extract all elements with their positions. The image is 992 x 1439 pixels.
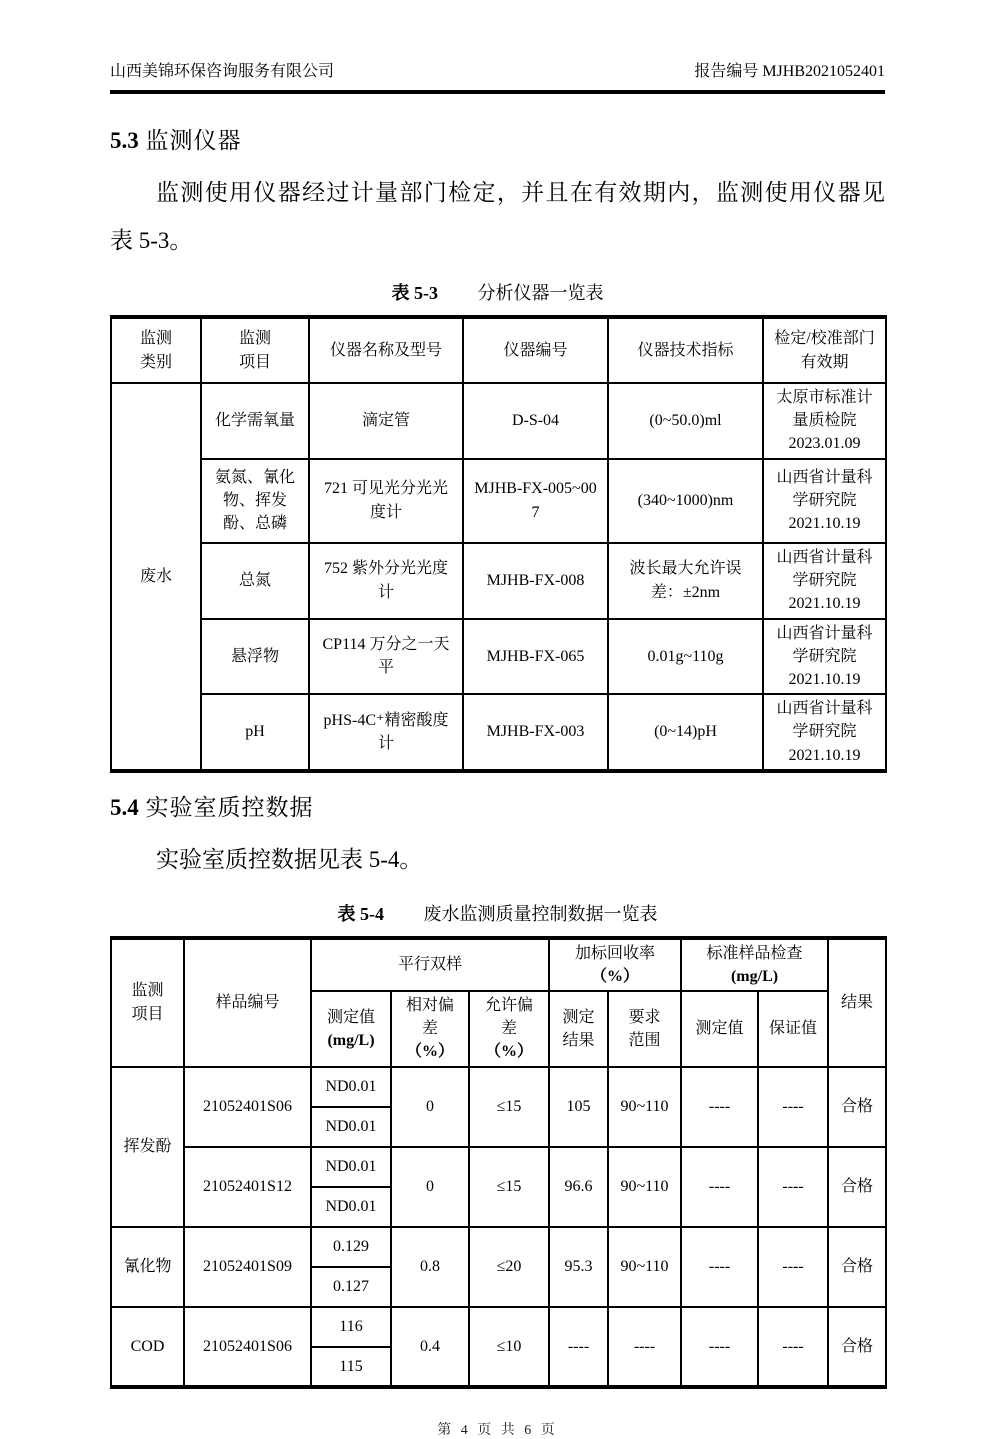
cell-allowed-deviation: ≤20 [469, 1227, 549, 1307]
cell-allowed-deviation: ≤15 [469, 1067, 549, 1147]
section-5-4-paragraph [110, 836, 885, 884]
cell-item: 总氮 [201, 543, 309, 619]
section-5-3-paragraph [110, 169, 885, 265]
cell-relative-deviation: 0.8 [391, 1227, 469, 1307]
paragraph-line: 实验室质控数据见表 5-4。 [156, 846, 423, 872]
header-result: 结果 [828, 938, 886, 1067]
cell-std-measured: ---- [681, 1067, 758, 1147]
table-5-4-caption-title: 废水监测质量控制数据一览表 [423, 903, 658, 924]
cell-dept: 山西省计量科学研究院 2021.10.19 [763, 459, 886, 543]
cell-std-certified: ---- [758, 1307, 828, 1387]
cell-item: 化学需氧量 [201, 383, 309, 459]
cell-sample-id: 21052401S09 [184, 1227, 311, 1307]
section-5-4-title: 实验室质控数据 [145, 794, 314, 820]
cell-sample-id: 21052401S06 [184, 1307, 311, 1387]
table-row [111, 543, 886, 619]
cell-std-certified: ---- [758, 1147, 828, 1227]
cell-sample-id: 21052401S12 [184, 1147, 311, 1227]
cell-dept: 山西省计量科学研究院 2021.10.19 [763, 694, 886, 771]
header-monitor-item: 监测 项目 [111, 938, 184, 1067]
cell-category: 废水 [111, 383, 201, 771]
cell-relative-deviation: 0 [391, 1067, 469, 1147]
header-instrument-spec: 仪器技术指标 [608, 317, 763, 383]
cell-instrument: 滴定管 [309, 383, 463, 459]
table-row [111, 1227, 886, 1267]
cell-relative-deviation: 0 [391, 1147, 469, 1227]
subheader-std-measured: 测定值 [681, 991, 758, 1067]
cell-std-measured: ---- [681, 1307, 758, 1387]
cell-measured-2: 115 [311, 1347, 391, 1387]
cell-spec: (0~14)pH [608, 694, 763, 771]
cell-std-certified: ---- [758, 1227, 828, 1307]
cell-dept: 山西省计量科学研究院 2021.10.19 [763, 619, 886, 695]
cell-measured-1: 0.129 [311, 1227, 391, 1267]
page-number: 第 4 页 共 6 页 [437, 1422, 558, 1438]
cell-code: MJHB-FX-008 [463, 543, 608, 619]
cell-sample-id: 21052401S06 [184, 1067, 311, 1147]
section-5-3-heading [110, 122, 885, 155]
cell-code: D-S-04 [463, 383, 608, 459]
cell-relative-deviation: 0.4 [391, 1307, 469, 1387]
cell-dept: 太原市标准计量质检院 2023.01.09 [763, 383, 886, 459]
cell-measured-1: 116 [311, 1307, 391, 1347]
table-row [111, 1147, 886, 1187]
cell-required-range: 90~110 [608, 1147, 681, 1227]
header-monitor-item: 监测 项目 [201, 317, 309, 383]
cell-item: 氨氮、氰化物、挥发酚、总磷 [201, 459, 309, 543]
cell-dept: 山西省计量科学研究院 2021.10.19 [763, 543, 886, 619]
cell-measured-2: 0.127 [311, 1267, 391, 1307]
header-spike-recovery: 加标回收率 （%） [549, 938, 681, 991]
cell-allowed-deviation: ≤15 [469, 1147, 549, 1227]
table-row [111, 694, 886, 771]
table-header-row [111, 317, 886, 383]
header-standard-sample-check: 标准样品检查 (mg/L) [681, 938, 828, 991]
cell-spike-result: 96.6 [549, 1147, 608, 1227]
report-number: 报告编号 MJHB2021052401 [694, 63, 885, 80]
cell-code: MJHB-FX-003 [463, 694, 608, 771]
table-5-3-caption-number: 表 5-3 [391, 283, 438, 303]
cell-spec: 波长最大允许误差：±2nm [608, 543, 763, 619]
table-header-row [111, 938, 886, 991]
subheader-measured-value: 测定值 (mg/L) [311, 991, 391, 1067]
cell-spec: (0~50.0)ml [608, 383, 763, 459]
cell-required-range: 90~110 [608, 1227, 681, 1307]
cell-std-measured: ---- [681, 1227, 758, 1307]
paragraph-line: 监测使用仪器经过计量部门检定，并且在有效期内，监测使用仪器见 [156, 180, 885, 205]
section-5-3-title: 监测仪器 [145, 128, 242, 153]
cell-result: 合格 [828, 1227, 886, 1307]
cell-std-measured: ---- [681, 1147, 758, 1227]
table-5-4-caption [110, 900, 885, 926]
header-parallel-duplicate: 平行双样 [311, 938, 549, 991]
cell-parameter: 氰化物 [111, 1227, 184, 1307]
subheader-spike-measured: 测定 结果 [549, 991, 608, 1067]
cell-required-range: 90~110 [608, 1067, 681, 1147]
cell-instrument: 752 紫外分光光度计 [309, 543, 463, 619]
cell-std-certified: ---- [758, 1067, 828, 1147]
table-5-3-caption [110, 279, 885, 305]
cell-item: pH [201, 694, 309, 771]
table-row [111, 459, 886, 543]
cell-spec: (340~1000)nm [608, 459, 763, 543]
header-instrument-name: 仪器名称及型号 [309, 317, 463, 383]
table-5-4-caption-number: 表 5-4 [337, 903, 384, 924]
table-row [111, 619, 886, 695]
cell-item: 悬浮物 [201, 619, 309, 695]
subheader-std-certified: 保证值 [758, 991, 828, 1067]
instrument-table [110, 315, 887, 773]
cell-spike-result: ---- [549, 1307, 608, 1387]
section-5-4-number: 5.4 [110, 794, 139, 820]
cell-instrument: CP114 万分之一天平 [309, 619, 463, 695]
header-monitor-category: 监测 类别 [111, 317, 201, 383]
cell-result: 合格 [828, 1147, 886, 1227]
cell-parameter: 挥发酚 [111, 1067, 184, 1227]
section-5-4-heading [110, 789, 885, 822]
table-5-3-caption-title: 分析仪器一览表 [477, 283, 604, 303]
page-header [110, 58, 885, 94]
section-5-3-number: 5.3 [110, 128, 139, 153]
cell-result: 合格 [828, 1067, 886, 1147]
cell-instrument: pHS-4C⁺精密酸度计 [309, 694, 463, 771]
cell-spike-result: 95.3 [549, 1227, 608, 1307]
paragraph-line: 表 5-3。 [110, 228, 193, 253]
cell-spec: 0.01g~110g [608, 619, 763, 695]
table-row [111, 1067, 886, 1107]
cell-measured-2: ND0.01 [311, 1187, 391, 1227]
cell-code: MJHB-FX-065 [463, 619, 608, 695]
cell-measured-1: ND0.01 [311, 1147, 391, 1187]
header-verify-dept: 检定/校准部门有效期 [763, 317, 886, 383]
subheader-allowed-deviation: 允许偏 差（%） [469, 991, 549, 1067]
subheader-required-range: 要求 范围 [608, 991, 681, 1067]
cell-code: MJHB-FX-005~007 [463, 459, 608, 543]
cell-spike-result: 105 [549, 1067, 608, 1147]
header-sample-id: 样品编号 [184, 938, 311, 1067]
company-name: 山西美锦环保咨询服务有限公司 [110, 63, 335, 80]
cell-result: 合格 [828, 1307, 886, 1387]
cell-instrument: 721 可见光分光光度计 [309, 459, 463, 543]
cell-required-range: ---- [608, 1307, 681, 1387]
cell-parameter: COD [111, 1307, 184, 1387]
cell-measured-2: ND0.01 [311, 1107, 391, 1147]
cell-allowed-deviation: ≤10 [469, 1307, 549, 1387]
subheader-relative-deviation: 相对偏 差（%） [391, 991, 469, 1067]
table-row [111, 383, 886, 459]
cell-measured-1: ND0.01 [311, 1067, 391, 1107]
header-instrument-code: 仪器编号 [463, 317, 608, 383]
table-row [111, 1307, 886, 1347]
qc-data-table [110, 936, 887, 1389]
